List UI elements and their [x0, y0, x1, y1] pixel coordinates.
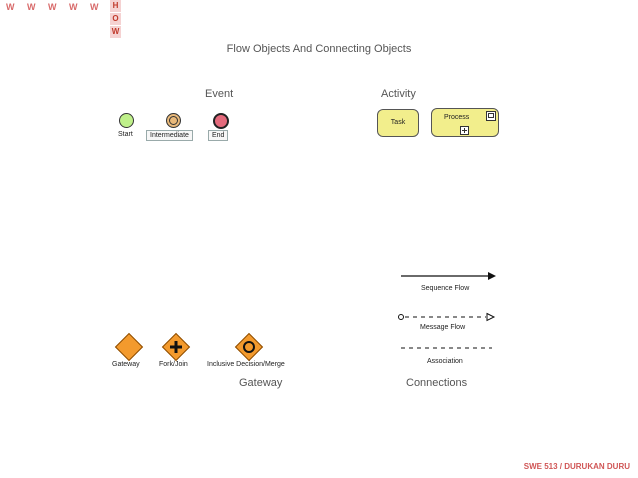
www-letter: W — [27, 2, 36, 12]
www-letter: W — [90, 2, 99, 12]
association-label: Association — [427, 358, 463, 365]
fork-join-label: Fork/Join — [159, 361, 188, 368]
task-activity — [377, 109, 419, 137]
how-letter: H — [110, 0, 121, 12]
section-event-heading: Event — [205, 88, 234, 100]
section-connections-heading: Connections — [406, 377, 468, 389]
subprocess-marker-icon — [486, 111, 496, 121]
how-letter: O — [110, 13, 121, 25]
plus-marker-icon — [167, 338, 185, 356]
start-event-icon — [119, 113, 134, 128]
inclusive-gateway-label: Inclusive Decision/Merge — [207, 361, 285, 368]
page-title: Flow Objects And Connecting Objects — [226, 43, 412, 55]
start-event-label: Start — [118, 131, 133, 138]
section-gateway-heading: Gateway — [239, 377, 283, 389]
www-letter: W — [6, 2, 15, 12]
task-label: Task — [390, 119, 406, 126]
end-event-icon — [213, 113, 229, 129]
section-activity-heading: Activity — [381, 88, 416, 100]
end-event-label: End — [208, 130, 228, 141]
sequence-flow-arrow-icon — [400, 270, 498, 282]
intermediate-event-label: Intermediate — [146, 130, 193, 141]
message-flow-arrow-icon — [397, 311, 497, 323]
www-letter: W — [48, 2, 57, 12]
association-line-icon — [400, 344, 494, 352]
sequence-flow-label: Sequence Flow — [421, 285, 470, 292]
how-letter: W — [111, 27, 120, 36]
www-letter: W — [69, 2, 78, 12]
message-flow-label: Message Flow — [420, 324, 466, 331]
expand-plus-icon — [460, 126, 469, 135]
process-label: Process — [444, 114, 470, 121]
www-letters — [6, 2, 111, 12]
circle-marker-icon — [240, 338, 258, 356]
intermediate-event-icon — [166, 113, 181, 128]
process-activity — [431, 108, 499, 137]
footer-credit: SWE 513 / DURUKAN DURU — [523, 462, 630, 471]
gateway-label: Gateway — [112, 361, 140, 368]
gateway-diamond-icon — [115, 333, 143, 361]
how-letters — [110, 0, 121, 39]
